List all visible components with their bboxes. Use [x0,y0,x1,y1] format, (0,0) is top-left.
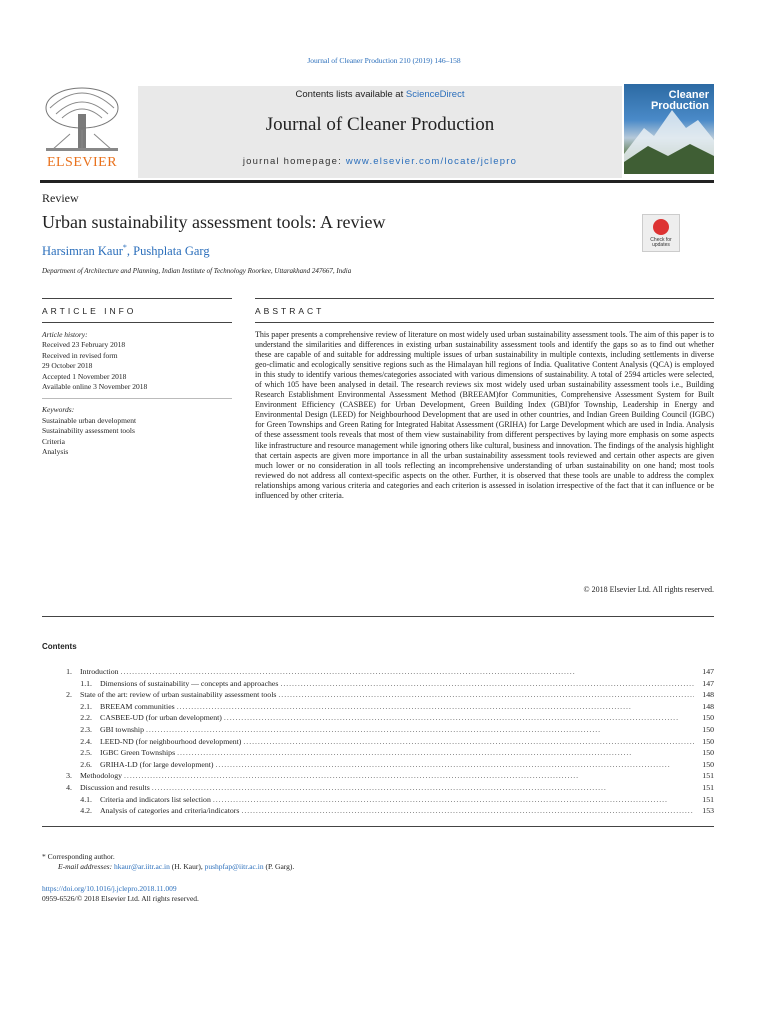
affiliation: Department of Architecture and Planning, Indian Institute of Technology Roorkee, Uttarakhand 247667, India [42,267,352,275]
keywords-label: Keywords: [42,405,75,415]
header-divider [40,180,714,183]
contents-top-rule [42,616,714,617]
keyword: Analysis [42,447,69,457]
email-link[interactable]: pushpfap@iitr.ac.in [204,862,264,871]
check-updates-icon [653,219,669,235]
homepage-link[interactable]: www.elsevier.com/locate/jclepro [345,156,518,167]
doi-link[interactable]: https://doi.org/10.1016/j.jclepro.2018.11.009 [42,884,177,893]
article-info-heading: ARTICLE INFO [42,306,137,316]
info-mid-rule [42,322,232,323]
author-list: Harsimran Kaur*, Pushplata Garg [42,243,210,259]
article-info-column [42,330,232,457]
abstract-top-rule [255,298,714,299]
publisher-wordmark: ELSEVIER [46,155,118,170]
abstract-copyright: © 2018 Elsevier Ltd. All rights reserved. [583,585,714,594]
toc-item[interactable]: 2. State of the art: review of urban sustainability assessment tools . . . 148 [42,689,714,701]
article-title: Urban sustainability assessment tools: A review [42,212,386,232]
toc-item[interactable]: 2.2. CASBEE-UD (for urban development) . . . 150 [42,712,714,724]
contents-available-line: Contents lists available at ScienceDirect [295,89,465,100]
toc-item[interactable]: 1. Introduction . . . 147 [42,666,714,678]
toc-item[interactable]: 1.1. Dimensions of sustainability — concepts and approaches . . . 147 [42,678,714,690]
abstract-heading: ABSTRACT [255,306,325,316]
check-for-updates-button[interactable]: Check for updates [642,214,680,252]
toc-item[interactable]: 4. Discussion and results . . . 151 [42,782,714,794]
toc-item[interactable]: 4.2. Analysis of categories and criteria/indicators . . . 153 [42,805,714,817]
keyword: Sustainable urban development [42,415,137,425]
toc-item[interactable]: 2.1. BREEAM communities . . . 148 [42,701,714,713]
info-top-rule [42,298,232,299]
history-item: 29 October 2018 [42,361,93,371]
toc-item[interactable]: 2.3. GBI township . . . 150 [42,724,714,736]
journal-cover-image [624,84,714,174]
cover-title: Cleaner Production [650,89,709,112]
contents-bottom-rule [42,826,714,827]
history-item: Received in revised form [42,350,118,360]
issn-line: 0959-6526/© 2018 Elsevier Ltd. All rights reserved. [42,894,199,903]
info-separator [42,392,232,399]
toc-item[interactable]: 2.5. IGBC Green Townships . . . 150 [42,747,714,759]
abstract-mid-rule [255,322,714,323]
keyword: Sustainability assessment tools [42,426,135,436]
toc-item[interactable]: 2.6. GRIHA-LD (for large development) . . . 150 [42,759,714,771]
toc-item[interactable]: 4.1. Criteria and indicators list selection . . . 151 [42,794,714,806]
journal-homepage: journal homepage: www.elsevier.com/locate/jclepro [242,156,518,167]
table-of-contents [42,666,714,817]
history-label: Article history: [42,330,88,339]
journal-citation[interactable]: Journal of Cleaner Production 210 (2019) 146–158 [307,56,461,65]
journal-title: Journal of Cleaner Production [265,114,495,135]
history-item: Available online 3 November 2018 [42,382,148,392]
author-link[interactable]: Harsimran Kaur [42,244,123,259]
contents-title: Contents [42,642,77,651]
history-item: Accepted 1 November 2018 [42,371,127,381]
toc-item[interactable]: 2.4. LEED-ND (for neighbourhood development) . . . 150 [42,736,714,748]
email-addresses: E-mail addresses: hkaur@ar.iitr.ac.in (H. Kaur), pushpfap@iitr.ac.in (P. Garg). [58,862,295,871]
corresponding-author-note: * Corresponding author. [42,852,115,861]
email-link[interactable]: hkaur@ar.iitr.ac.in [113,862,170,871]
author-link[interactable]: Pushplata Garg [133,244,210,259]
sciencedirect-link[interactable]: ScienceDirect [405,89,465,100]
history-item: Received 23 February 2018 [42,340,126,350]
toc-item[interactable]: 3. Methodology . . . 151 [42,770,714,782]
keyword: Criteria [42,436,65,446]
article-type: Review [42,191,79,205]
corresponding-mark[interactable]: * [122,243,127,252]
abstract-text: This paper presents a comprehensive review of literature on most widely used urban sustainability assessment tools. The aim of this paper is to understand the similarities and differences in existing urban sustainability assessment tools and identify the gaps so as to find out whether these are capable of and suitable for addressing multiple issues of urban sustainability in multiple contexts, including settlements in diverse geo-climatic and ecologically sensitive regions such as the Himalayan hill regions of India. Qualitative Content Analysis (QCA) is employed in this study to identify various themes/categories associated with various dimensions of sustainability. A total of 2594 articles were selected, of which 105 have been analysed in detail. The research reviews six most widely used urban sustainability assessment tools i.e., Building Research Establishment Environmental Assessment Method (BREEAM)for Communities, Comprehensive Assessment System for Built Environment Efficiency (CASBEE) for Urban Development, Green Building Index (GBI)for Township, Leadership in Energy and Environmental Design (LEED) for Neighbourhood Development that are used in other countries, and Indian Green Building Council (IGBC) for Green Townships and Green Rating for Integrated Habitat Assessment (GRIHA) for Large Development which are used in India. Analysis of these assessment tools reveals that most of them view sustainability from different perspectives by laying more emphasis on some aspects like infrastructure and resource management while ignoring others like cultural, business and innovation. The findings of the analysis highlight that certain aspects are given more importance in all the urban sustainability assessment tools reviewed and certain other aspects are given much lower or no consideration in all tools reflecting an incomprehensive understanding of urban sustainability on one hand; most tools reviewed do not address all context-specific aspects on the other. Further, it is observed that these tools are unable to address the complex relationships among various criteria and categories and each criterion is assessed in isolation irrespective of the fact that it can influence or be influenced by other criteria. [255,330,714,500]
